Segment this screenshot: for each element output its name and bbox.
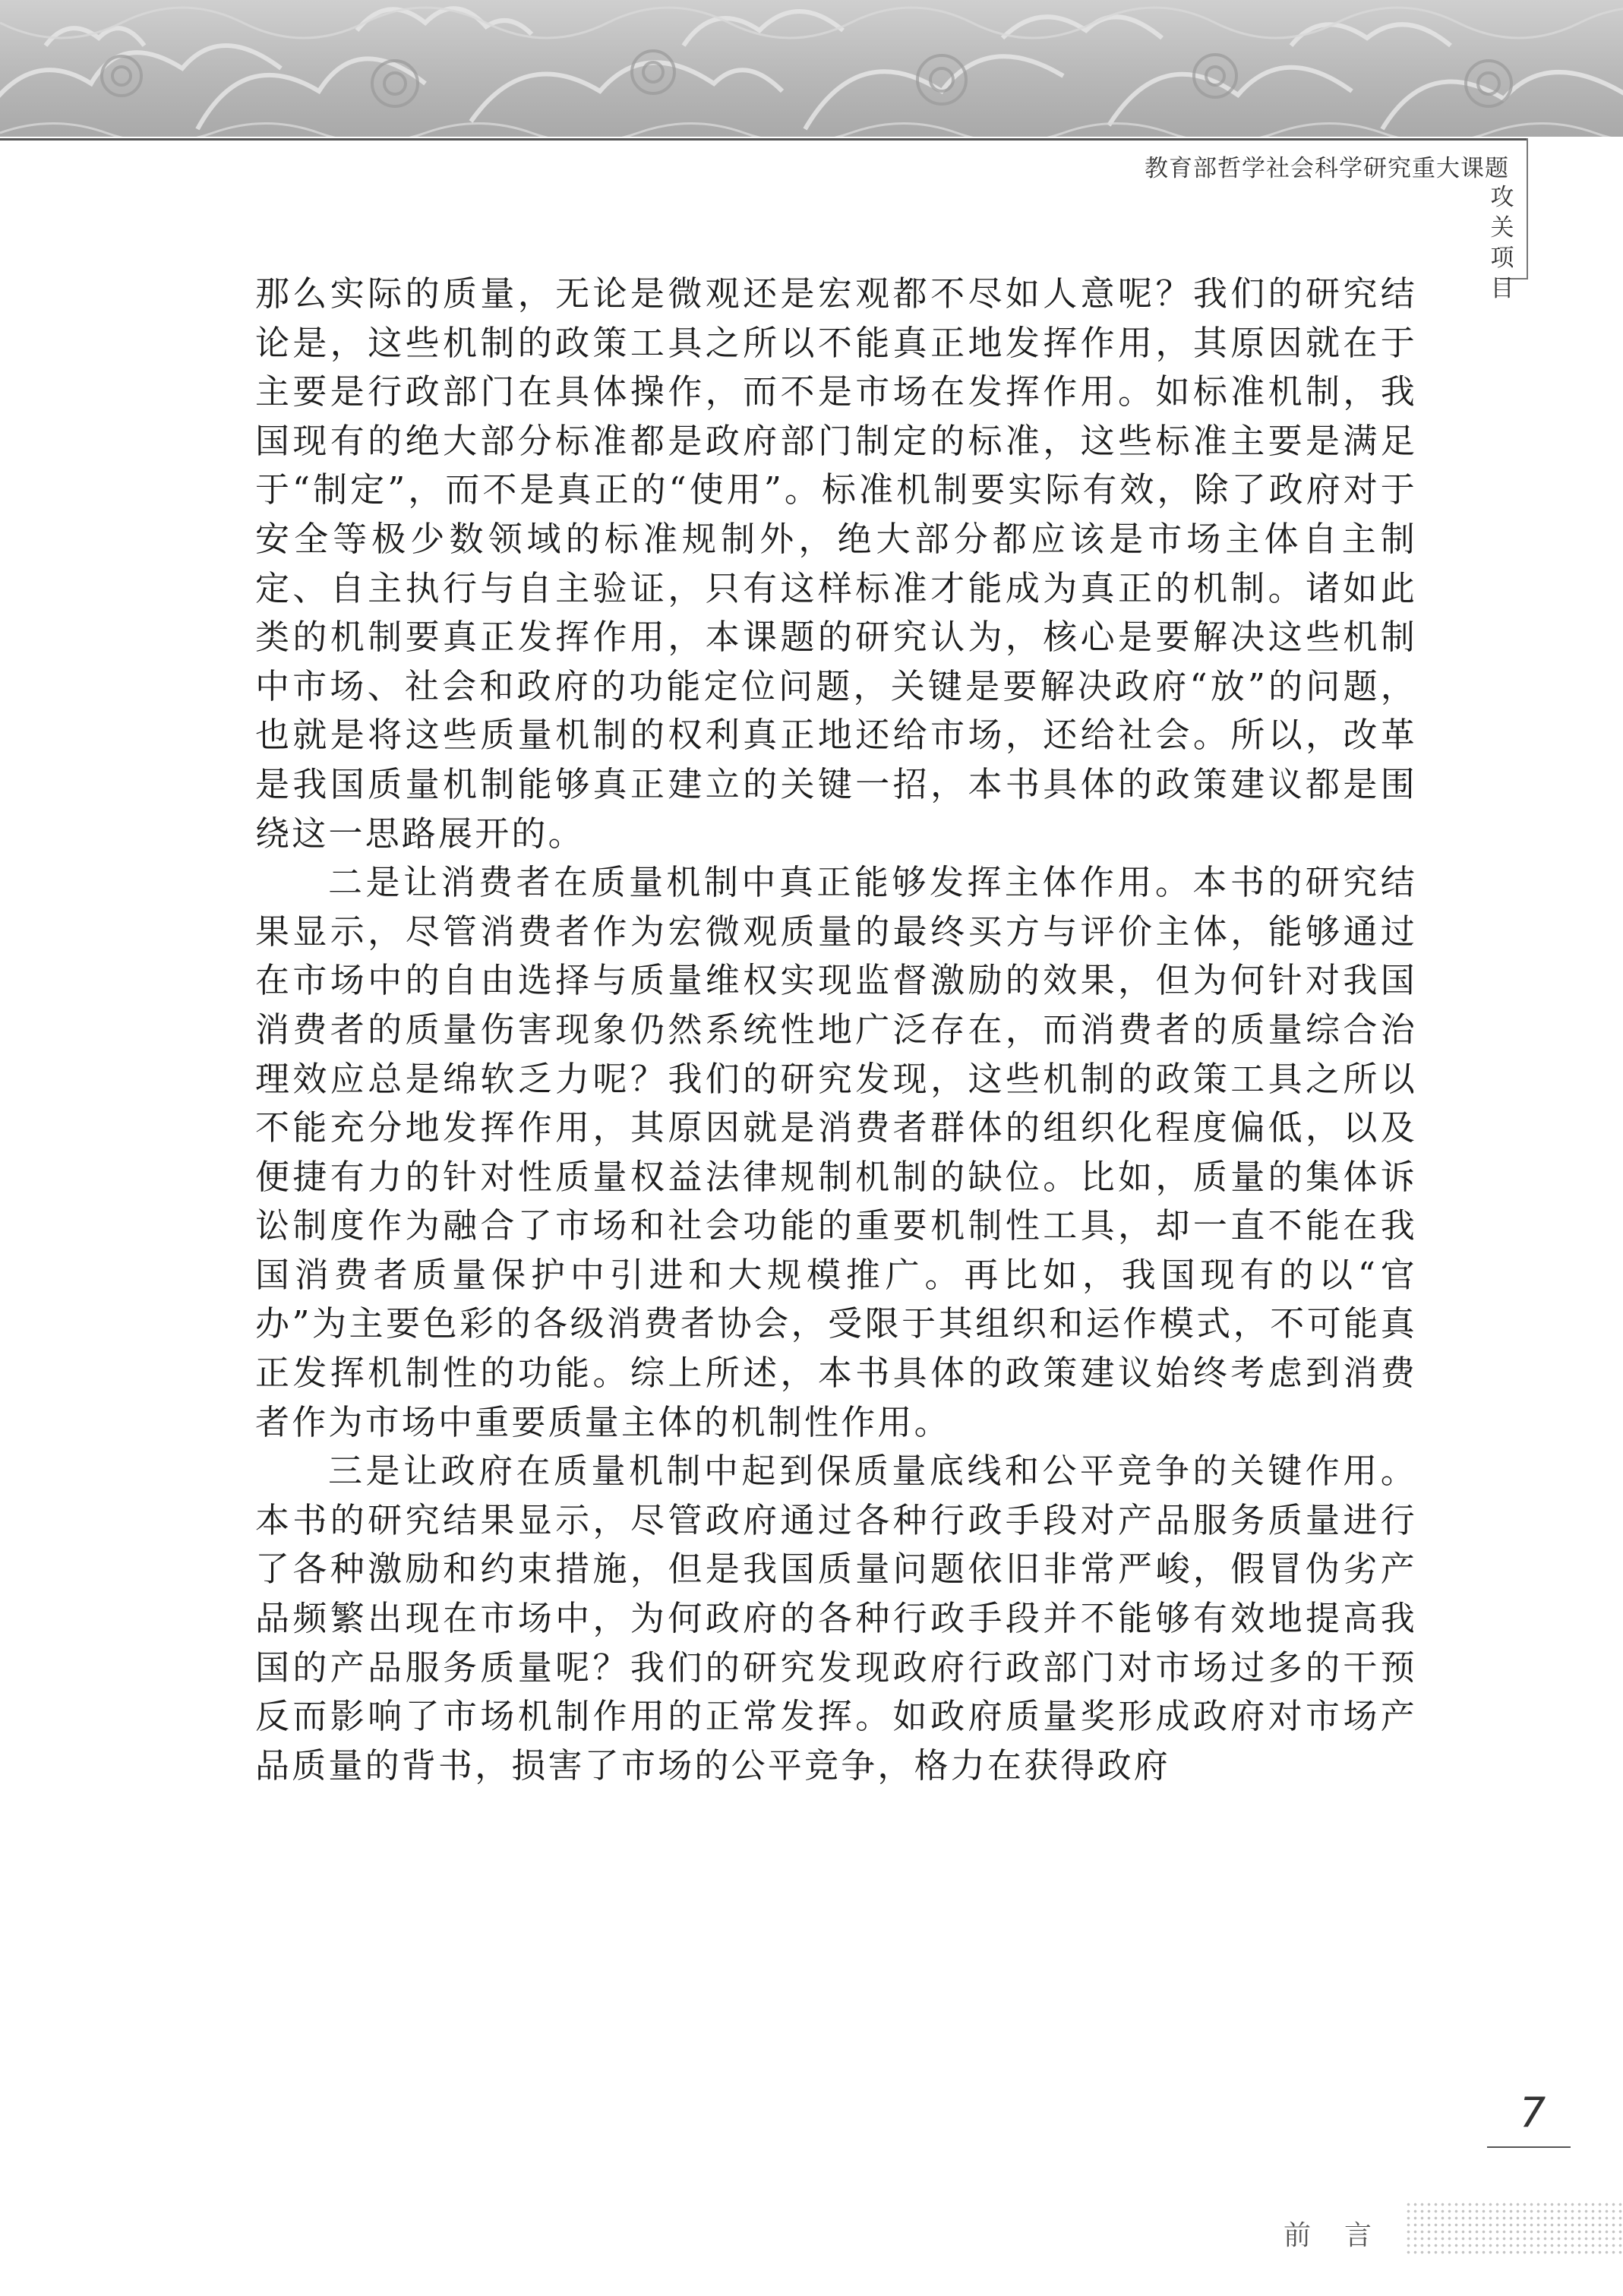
body-text: [255, 270, 1417, 1790]
footer-section-label: 前言: [1284, 2220, 1406, 2251]
cloud-pattern-banner: [0, 0, 1623, 137]
page-number-divider: [1487, 2146, 1571, 2148]
paragraph-government: 三是让政府在质量机制中起到保质量底线和公平竞争的关键作用。本书的研究结果显示，尽管政府通过各种行政手段对产品服务质量进行了各种激励和约束措施，但是我国质量问题依旧非常严峻，假冒伪劣产品频繁出现在市场中，为何政府的各种行政手段并不能够有效地提高我国的产品服务质量呢？我们的研究发现政府行政部门对市场过多的干预反而影响了市场机制作用的正常发挥。如政府质量奖形成政府对市场产品质量的背书，损害了市场的公平竞争，格力在获得政府: [255, 1451, 1417, 1786]
paragraph-continued: 那么实际的质量，无论是微观还是宏观都不尽如人意呢？我们的研究结论是，这些机制的政策工具之所以不能真正地发挥作用，其原因就在于主要是行政部门在具体操作，而不是市场在发挥作用。如标准机制，我国现有的绝大部分标准都是政府部门制定的标准，这些标准主要是满足于“制定”，而不是真正的“使用”。标准机制要实际有效，除了政府对于安全等极少数领域的标准规制外，绝大部分都应该是市场主体自主制定、自主执行与自主验证，只有这样标准才能成为真正的机制。诸如此类的机制要真正发挥作用，本课题的研究认为，核心是要解决这些机制中市场、社会和政府的功能定位问题，关键是要解决政府“放”的问题，也就是将这些质量机制的权利真正地还给市场，还给社会。所以，改革是我国质量机制能够真正建立的关键一招，本书具体的政策建议都是围绕这一思路展开的。: [255, 273, 1417, 854]
header-side-divider: [1527, 138, 1528, 279]
paragraph-consumers: 二是让消费者在质量机制中真正能够发挥主体作用。本书的研究结果显示，尽管消费者作为宏微观质量的最终买方与评价主体，能够通过在市场中的自由选择与质量维权实现监督激励的效果，但为何针对我国消费者的质量伤害现象仍然系统性地广泛存在，而消费者的质量综合治理效应总是绵软乏力呢？我们的研究发现，这些机制的政策工具之所以不能充分地发挥作用，其原因就是消费者群体的组织化程度偏低，以及便捷有力的针对性质量权益法律规制机制的缺位。比如，质量的集体诉讼制度作为融合了市场和社会功能的重要机制性工具，却一直不能在我国消费者质量保护中引进和大规模推广。再比如，我国现有的以“官办”为主要色彩的各级消费者协会，受限于其组织和运作模式，不可能真正发挥机制性的功能。综上所述，本书具体的政策建议始终考虑到消费者作为市场中重要质量主体的机制性作用。: [255, 862, 1417, 1442]
cloud-pattern-icon: [0, 0, 1623, 137]
footer-dot-pattern: [1405, 2201, 1623, 2256]
header-divider: [0, 138, 1527, 141]
page-number: 7: [1519, 2089, 1546, 2137]
series-subtitle: 攻关项目: [1490, 184, 1514, 302]
series-title: 教育部哲学社会科学研究重大课题: [1145, 155, 1509, 182]
